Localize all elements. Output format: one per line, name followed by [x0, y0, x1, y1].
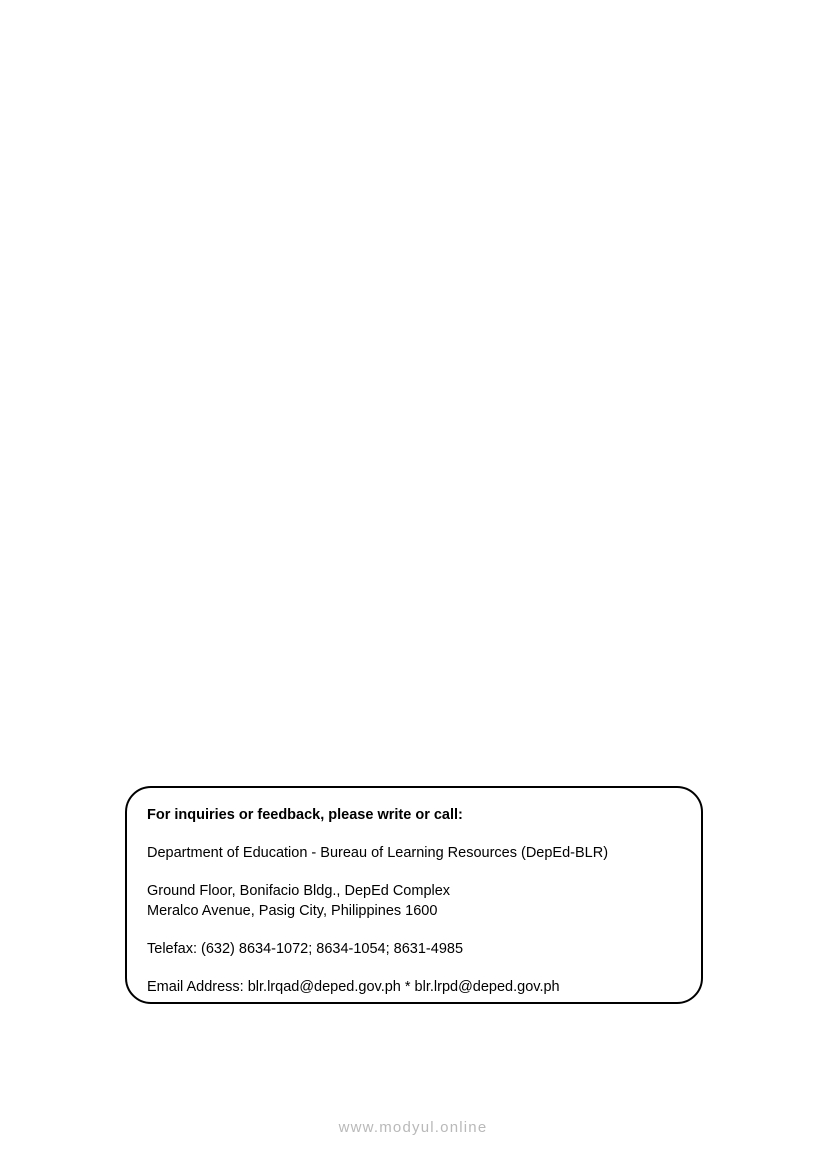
contact-address-line-1: Ground Floor, Bonifacio Bldg., DepEd Complex	[147, 883, 451, 899]
page-watermark: www.modyul.online	[338, 1119, 488, 1136]
contact-heading: For inquiries or feedback, please write or call:	[147, 807, 463, 823]
contact-info-content	[147, 805, 683, 997]
contact-telefax: Telefax: (632) 8634-1072; 8634-1054; 8631-4985	[147, 941, 464, 957]
contact-info-box	[125, 786, 703, 1004]
contact-agency: Department of Education - Bureau of Learning Resources (DepEd-BLR)	[147, 845, 609, 861]
contact-email: Email Address: blr.lrqad@deped.gov.ph * blr.lrpd@deped.gov.ph	[147, 979, 560, 995]
contact-address-line-2: Meralco Avenue, Pasig City, Philippines 1600	[147, 903, 438, 919]
